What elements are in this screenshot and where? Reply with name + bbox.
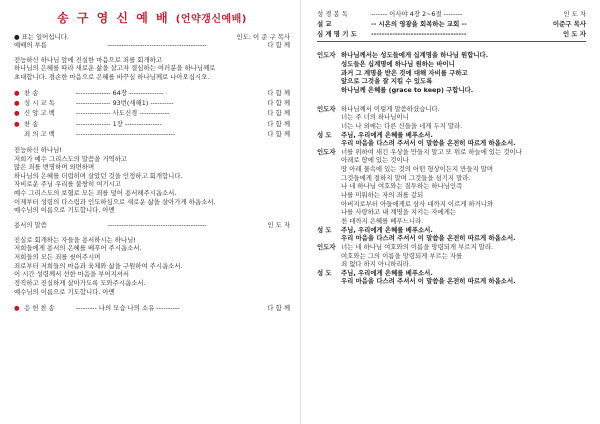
closing-role: 다 함 께 <box>267 303 290 312</box>
confession-line: 예수 그리스도의 보혈로 모든 죄를 덮어 용서해주시옵소서. <box>14 189 177 198</box>
page-title <box>14 10 290 27</box>
order-role: 다 함 께 <box>267 119 290 128</box>
response-text: 너는 네 하나님 여호와의 이름을 망령되게 부르지 말라. <box>341 242 494 251</box>
order-middle: --------------- 93번(새해1) ---------- <box>76 99 174 108</box>
confession-line: 이제부터 성령의 다스림과 인도하심으로 새로운 삶을 살아가게 하옵소서. <box>14 197 216 206</box>
response-text: 천 대까지 은혜를 베푸느니라. <box>341 216 424 225</box>
confession-text <box>14 146 290 215</box>
absolution-heading <box>14 221 290 230</box>
absolution-line: 정직하고 진실하게 살아가도록 도와주시옵소서. <box>14 278 146 287</box>
response-line <box>317 60 586 69</box>
order-item <box>14 120 290 129</box>
response-line <box>317 165 586 174</box>
sermon <box>317 20 586 29</box>
response-line <box>317 113 586 122</box>
response-line <box>317 122 586 131</box>
response-text: 주님, 우리에게 은혜를 베푸소서. <box>341 268 433 277</box>
order-role: 다 함 께 <box>267 99 290 108</box>
order-item <box>14 99 290 108</box>
title-subtitle: (언약갱신예배) <box>175 14 247 25</box>
response-text: 주님, 우리에게 은혜를 베푸소서. <box>341 225 433 234</box>
opening-call <box>14 41 290 50</box>
absolution-line: 저희들의 모든 죄를 씻어주시며 <box>14 252 101 261</box>
speaker-label: 성 도 <box>317 225 332 234</box>
reading-label: 성 경 봉 독 <box>317 9 348 18</box>
response-text: 나를 미워하는 자의 죄를 갚되 <box>341 191 424 200</box>
standing-note: ● 표는 일어섭니다. <box>14 32 69 41</box>
litany-text <box>317 105 586 286</box>
response-line <box>317 77 586 86</box>
speaker-label <box>317 217 341 226</box>
order-middle: ------------------------------------------- <box>76 129 176 138</box>
bullet-icon: ● <box>14 303 20 312</box>
response-text: 땅 아래 물속에 있는 것의 어떤 형상이든지 만들지 말며 <box>341 165 494 174</box>
order-role: 다 함 께 <box>267 89 290 98</box>
response-text: 나를 사랑하고 내 계명을 지키는 자에게는 <box>341 208 457 217</box>
response-text: 하나님께서는 성도들에게 십계명을 하나님 원합니다. <box>341 51 489 60</box>
bullet-icon: ● <box>14 119 20 128</box>
order-role: 다 함 께 <box>267 129 290 138</box>
confession-line: 자비로운 주님 우리를 불쌍히 여기시고 <box>14 180 121 189</box>
closing-hymn <box>14 304 290 313</box>
opening-dashes: ------------------------------------------- <box>107 41 207 50</box>
response-text: 우리 마음을 다스려 주셔서 이 말씀을 온전히 따르게 하옵소서. <box>341 234 516 243</box>
speaker-label: 인도자 <box>317 242 336 251</box>
response-text: 성도들은 십계명에 하나님 원하는 바이니 <box>341 60 455 69</box>
confession-line: 예수님의 이름으로 기도합니다. 아멘 <box>14 206 115 215</box>
response-text: 앞으로 그것을 잘 지킬 수 있도록 <box>341 77 433 86</box>
order-list <box>14 89 290 138</box>
covenant-dashes: ------------------------------------ <box>371 29 467 38</box>
order-role: 다 함 께 <box>267 109 290 118</box>
response-text: 여호와는 그의 이름을 망령되게 부르는 자를 <box>341 251 463 260</box>
speaker-label <box>317 174 341 183</box>
confession-line: 저희가 예수 그리스도의 말씀을 거역하고 <box>14 154 128 163</box>
response-text: 너는 주 너의 하나님이니 <box>341 113 409 122</box>
closing-middle: --------- 나의 모습 나의 소유 ---------- <box>76 303 180 312</box>
speaker-label <box>317 139 341 148</box>
covenant-role: 인 도 자 <box>563 29 586 38</box>
order-item <box>14 89 290 98</box>
bullet-icon: ● <box>14 99 20 108</box>
confession-line: 전능하신 하나님! <box>14 145 62 154</box>
response-text: 아버지로부터 아들에게로 삼사 대까지 이르게 하거니와 <box>341 199 494 208</box>
closing-label: 응 헌 찬 송 <box>24 303 55 312</box>
speaker-label <box>317 122 341 131</box>
speaker-label: 성 도 <box>317 130 332 139</box>
divider <box>317 41 586 42</box>
bullet-icon: ● <box>14 109 20 118</box>
order-item <box>14 109 290 118</box>
speaker-label <box>317 113 341 122</box>
sermon-title: -- 시온의 영광을 회복하는 교회 -- <box>371 19 467 28</box>
speaker-label <box>317 208 341 217</box>
response-line <box>317 243 586 252</box>
opening-role: 다 함 께 <box>267 41 290 50</box>
absolution-label: 용서의 말씀 <box>14 221 47 230</box>
opening-line: 하나님의 은혜를 따라 새로운 삶을 살고자 결심하는 여러분을 하나님께로 <box>14 64 216 73</box>
response-line <box>317 105 586 114</box>
header-line <box>14 33 290 42</box>
intro-text <box>317 51 586 94</box>
reading-role: 인 도 자 <box>563 9 586 18</box>
response-text: 하나님께 은혜를 (grace to keep) 구합니다. <box>341 85 474 94</box>
bullet-icon: ● <box>14 89 20 98</box>
absolution-line: 저희들에게 용서의 은혜를 베푸어 주시옵소서. <box>14 244 142 253</box>
response-text: 죄 없다 하지 아니하리라. <box>341 260 411 269</box>
covenant-prayer <box>317 30 586 39</box>
response-line <box>317 277 586 286</box>
speaker-label <box>317 200 341 209</box>
scripture-reading <box>317 10 586 19</box>
response-line <box>317 252 586 261</box>
order-middle: --------------- 사도신경 ------------- <box>76 109 170 118</box>
opening-label: 예배의 부름 <box>14 41 47 50</box>
response-text: 그것들에게 절하지 말며 그것들을 섬기지 말라. <box>341 173 471 182</box>
response-text: 과거 그 계명을 받은 것에 대해 자비를 구하고 <box>341 68 468 77</box>
response-text: 우리 마음을 다스려 주셔서 이 말씀을 온전히 따르게 하옵소서. <box>341 277 516 286</box>
response-text: 주님, 우리에게 은혜를 베푸소서. <box>341 130 433 139</box>
order-label: 성 시 교 독 <box>24 99 55 108</box>
speaker-label <box>317 77 341 86</box>
response-text: 너는 나 외에는 다른 신들을 네게 두지 말라. <box>341 121 463 130</box>
response-line <box>317 182 586 191</box>
speaker-label <box>317 252 341 261</box>
opening-text <box>14 56 290 82</box>
order-label: 찬 송 <box>24 119 39 128</box>
response-line <box>317 86 586 95</box>
absolution-role: 인 도 자 <box>267 221 290 230</box>
speaker-label: 성 도 <box>317 268 332 277</box>
speaker-label <box>317 260 341 269</box>
absolution-line: 진실로 회개하는 자들을 용서하시는 하나님! <box>14 235 136 244</box>
absolution-dashes: ------------------------------------------- <box>107 221 207 230</box>
response-line <box>317 51 586 60</box>
response-text: 나 네 하나님 여호와는 질투하는 하나님인즉 <box>341 182 463 191</box>
order-label: 찬 송 <box>24 89 39 98</box>
response-line <box>317 139 586 148</box>
response-text: 하나님께서 이렇게 말씀하셨습니다. <box>341 104 440 113</box>
response-text: 우리 마음을 다스려 주셔서 이 말씀을 온전히 따르게 하옵소서. <box>341 139 516 148</box>
response-line <box>317 131 586 140</box>
response-text: 너를 위하여 새긴 우상을 만들지 말고 또 위로 하늘에 있는 것이나 <box>341 147 522 156</box>
speaker-label <box>317 234 341 243</box>
right-page <box>300 0 600 424</box>
response-line <box>317 156 586 165</box>
confession-line: 하나님의 은혜를 더럽히며 살았던 것을 인정하고 회개합니다. <box>14 171 183 180</box>
speaker-label <box>317 86 341 95</box>
absolution-line: 죄로부터 저희들의 마음과 육체와 삶을 구원하여 주시옵소서. <box>14 261 183 270</box>
speaker-label <box>317 60 341 69</box>
sermon-role: 이준구 목사 <box>552 19 586 28</box>
response-line <box>317 226 586 235</box>
order-item <box>14 130 290 139</box>
speaker-label: 인도자 <box>317 147 336 156</box>
opening-line: 초대합니다. 겸손한 마음으로 은혜를 바꾸실 하나님께로 나아오십시오. <box>14 73 210 82</box>
speaker-label <box>317 191 341 200</box>
absolution-text <box>14 236 290 296</box>
speaker-label <box>317 182 341 191</box>
confession-line: 많은 죄를 변명하며 외면하며 <box>14 163 95 172</box>
order-label: 죄 의 고 백 <box>24 129 55 138</box>
order-middle: --------------- 1장 ---------------- <box>76 119 162 128</box>
response-line <box>317 260 586 269</box>
speaker-label <box>317 277 341 286</box>
speaker-label: 인도자 <box>317 104 336 113</box>
covenant-label: 심 계 명 기 도 <box>317 29 357 38</box>
response-line <box>317 234 586 243</box>
response-line <box>317 208 586 217</box>
response-text: 아래로 땅에 있는 것이나 <box>341 156 409 165</box>
absolution-line: 예수님의 이름으로 기도합니다. 아멘 <box>14 287 115 296</box>
order-label: 신 앙 고 백 <box>24 109 55 118</box>
response-line <box>317 191 586 200</box>
speaker-label <box>317 165 341 174</box>
leader-name: 인도: 이 준 구 목사 <box>236 32 290 41</box>
sermon-label: 설 교 <box>317 19 332 28</box>
order-middle: --------------- 64장 --------------- <box>76 89 164 98</box>
speaker-label: 인도자 <box>317 51 336 60</box>
speaker-label <box>317 156 341 165</box>
speaker-label <box>317 69 341 78</box>
title-text: 송 구 영 신 예 배 <box>57 11 170 25</box>
absolution-line: 이 시간 성령께서 선한 마음을 부어지셔서 <box>14 270 130 279</box>
opening-line: 전능하신 하나님 앞에 진실한 마음으로 죄를 회개하고 <box>14 55 163 64</box>
response-line <box>317 217 586 226</box>
reading-middle: ------- 이사야 4장 2~6절 -------- <box>371 9 463 18</box>
